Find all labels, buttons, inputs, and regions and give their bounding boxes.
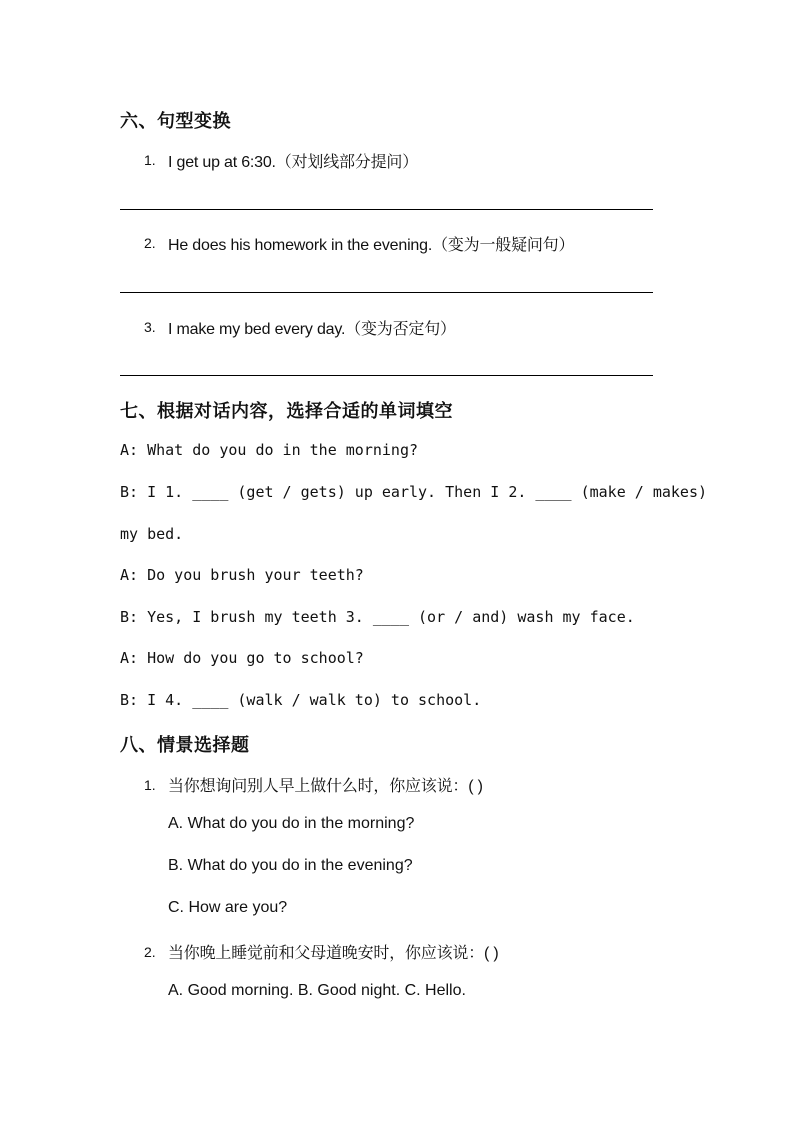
- question-text: 当你晚上睡觉前和父母道晚安时，你应该说：( ): [168, 945, 499, 962]
- options-line: A. Good morning. B. Good night. C. Hello.: [168, 982, 466, 999]
- dialogue-line: A: How do you go to school?: [120, 649, 364, 667]
- question-number: 2.: [144, 235, 156, 251]
- answer-line: [120, 209, 653, 210]
- dialogue-line: B: I 1. ____ (get / gets) up early. Then I 2. ____ (make / makes): [120, 483, 707, 501]
- dialogue-line: my bed.: [120, 525, 184, 543]
- option-a: A. What do you do in the morning?: [168, 815, 415, 832]
- question-number: 3.: [144, 319, 156, 335]
- section-7-heading: 七、根据对话内容，选择合适的单词填空: [120, 401, 453, 421]
- section-8-heading: 八、情景选择题: [120, 735, 250, 755]
- question-number: 2.: [144, 944, 156, 960]
- section-6-heading: 六、句型变换: [120, 111, 231, 131]
- question-text: I make my bed every day.（变为否定句）: [168, 321, 456, 338]
- question-text: 当你想询问别人早上做什么时，你应该说：( ): [168, 778, 483, 795]
- dialogue-line: A: Do you brush your teeth?: [120, 566, 364, 584]
- option-b: B. What do you do in the evening?: [168, 857, 413, 874]
- answer-line: [120, 292, 653, 293]
- question-number: 1.: [144, 152, 156, 168]
- dialogue-line: B: I 4. ____ (walk / walk to) to school.: [120, 691, 482, 709]
- question-number: 1.: [144, 777, 156, 793]
- question-text: I get up at 6:30.（对划线部分提问）: [168, 154, 418, 171]
- answer-line: [120, 375, 653, 376]
- option-c: C. How are you?: [168, 899, 288, 916]
- dialogue-line: A: What do you do in the morning?: [120, 441, 419, 459]
- dialogue-line: B: Yes, I brush my teeth 3. ____ (or / and) wash my face.: [120, 608, 635, 626]
- question-text: He does his homework in the evening.（变为一般疑问句）: [168, 237, 575, 254]
